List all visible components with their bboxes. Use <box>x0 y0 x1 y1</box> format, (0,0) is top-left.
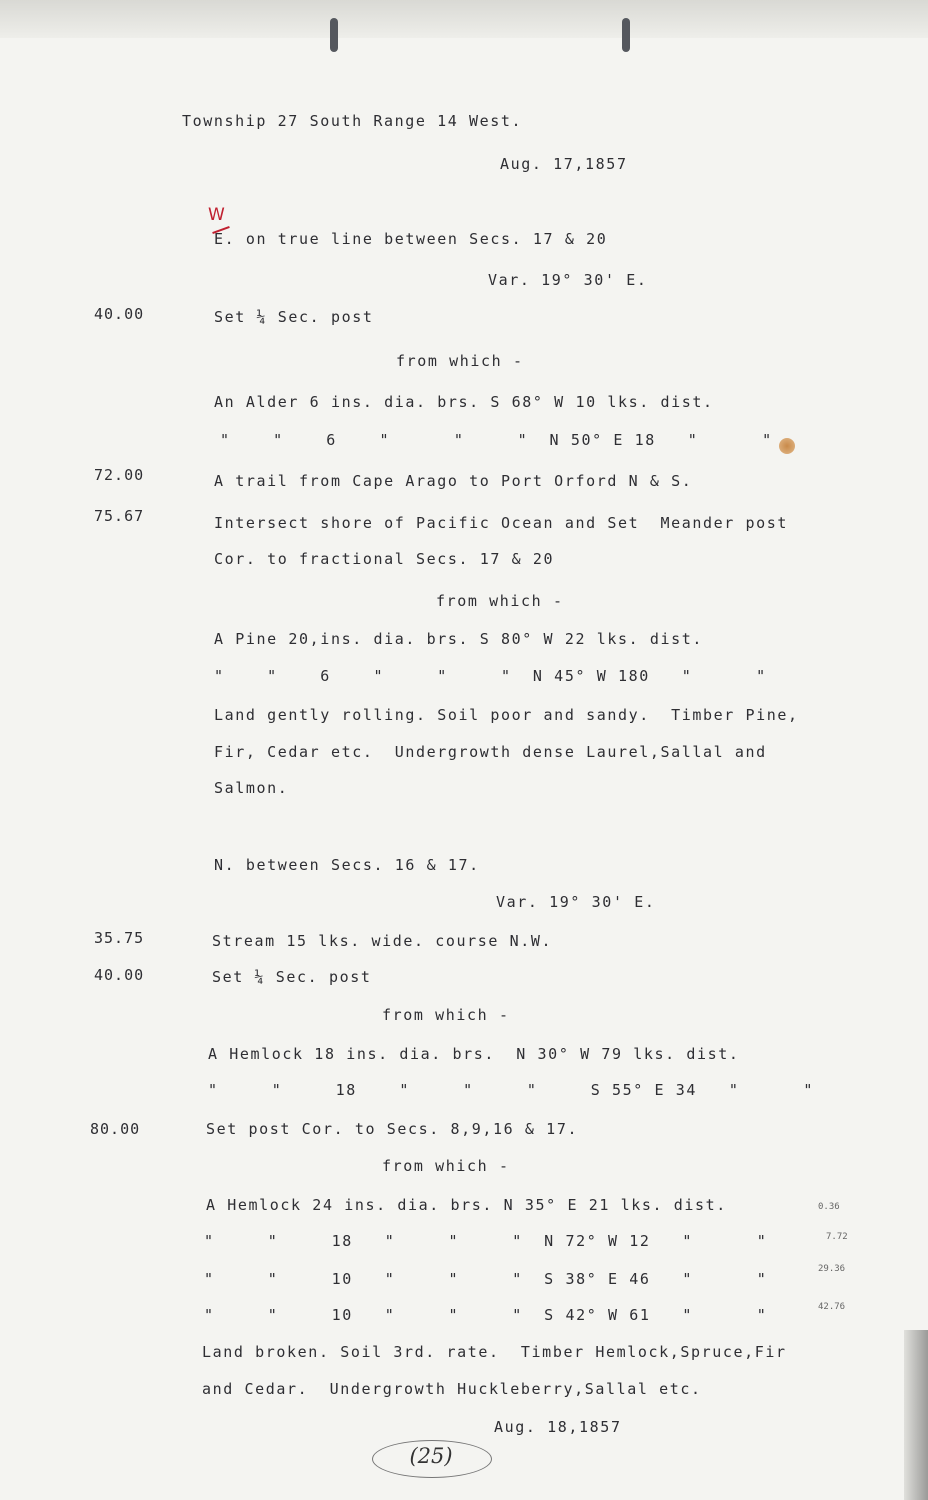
section1-line: E. on true line between Secs. 17 & 20 <box>214 230 608 248</box>
pencil-margin-note: 7.72 <box>826 1232 848 1242</box>
field-note: from which - <box>382 1157 510 1175</box>
paper-fold <box>904 1330 928 1500</box>
pencil-margin-note: 0.36 <box>818 1202 840 1212</box>
field-note: Set ¼ Sec. post <box>212 968 372 986</box>
land-description: Fir, Cedar etc. Undergrowth dense Laurel,Sallal and <box>214 743 767 761</box>
field-note: Cor. to fractional Secs. 17 & 20 <box>214 550 555 568</box>
page-number: (25) <box>409 1444 453 1468</box>
chain-distance: 40.00 <box>94 305 145 323</box>
section1-variation: Var. 19° 30' E. <box>488 271 648 289</box>
closing-date: Aug. 18,1857 <box>494 1418 622 1436</box>
section2-variation: Var. 19° 30' E. <box>496 893 656 911</box>
binding-mark-left <box>330 18 338 52</box>
land-description: and Cedar. Undergrowth Huckleberry,Sallal etc. <box>202 1380 702 1398</box>
paper-top-edge <box>0 0 928 38</box>
field-note: " " 6 " " " N 45° W 180 " " <box>214 667 767 685</box>
chain-distance: 75.67 <box>94 507 145 525</box>
paper-stain <box>779 438 795 454</box>
chain-distance: 72.00 <box>94 466 145 484</box>
field-note: Set ¼ Sec. post <box>214 308 374 326</box>
field-note: A Pine 20,ins. dia. brs. S 80° W 22 lks. dist. <box>214 630 704 648</box>
field-note: A trail from Cape Arago to Port Orford N & S. <box>214 472 693 490</box>
field-note: " " 6 " " " N 50° E 18 " " <box>220 431 773 449</box>
entry-date: Aug. 17,1857 <box>500 155 628 173</box>
binding-mark-right <box>622 18 630 52</box>
field-note: from which - <box>382 1006 510 1024</box>
field-note: Intersect shore of Pacific Ocean and Set Meander post <box>214 514 789 532</box>
chain-distance: 40.00 <box>94 966 145 984</box>
field-note: " " 10 " " " S 42° W 61 " " <box>204 1306 768 1324</box>
pencil-margin-note: 42.76 <box>818 1302 846 1312</box>
land-description: Land gently rolling. Soil poor and sandy. Timber Pine, <box>214 706 799 724</box>
section2-line: N. between Secs. 16 & 17. <box>214 856 480 874</box>
field-note: A Hemlock 18 ins. dia. brs. N 30° W 79 lks. dist. <box>208 1045 740 1063</box>
township-heading: Township 27 South Range 14 West. <box>182 112 523 130</box>
chain-distance: 80.00 <box>90 1120 141 1138</box>
field-note: A Hemlock 24 ins. dia. brs. N 35° E 21 lks. dist. <box>206 1196 727 1214</box>
field-note: An Alder 6 ins. dia. brs. S 68° W 10 lks. dist. <box>214 393 714 411</box>
land-description: Salmon. <box>214 779 289 797</box>
field-note: Stream 15 lks. wide. course N.W. <box>212 932 553 950</box>
field-note: from which - <box>436 592 564 610</box>
field-note: " " 10 " " " S 38° E 46 " " <box>204 1270 768 1288</box>
field-note: " " 18 " " " S 55° E 34 " " <box>208 1081 814 1099</box>
chain-distance: 35.75 <box>94 929 145 947</box>
pencil-margin-note: 29.36 <box>818 1264 846 1274</box>
field-note: from which - <box>396 352 524 370</box>
land-description: Land broken. Soil 3rd. rate. Timber Hemlock,Spruce,Fir <box>202 1343 787 1361</box>
handwritten-correction: W <box>208 205 225 225</box>
field-note: Set post Cor. to Secs. 8,9,16 & 17. <box>206 1120 579 1138</box>
field-note: " " 18 " " " N 72° W 12 " " <box>204 1232 768 1250</box>
